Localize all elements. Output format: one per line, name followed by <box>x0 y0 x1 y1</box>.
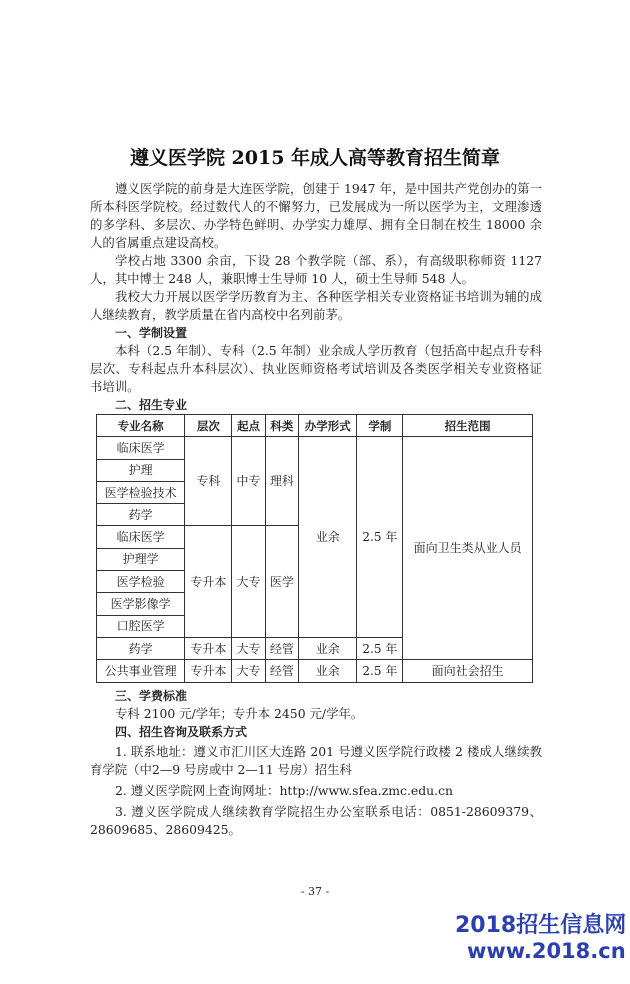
category-cell: 理科 <box>265 437 298 526</box>
start-cell: 大专 <box>232 660 265 682</box>
level-cell: 专升本 <box>185 526 232 637</box>
major-cell: 护理学 <box>97 548 185 570</box>
major-cell: 公共事业管理 <box>97 660 185 682</box>
contact-phone: 3. 遵义医学院成人继续教育学院招生办公室联系电话：0851-28609379、28609685、28609425。 <box>90 803 542 837</box>
paragraph: 遵义医学院的前身是大连医学院，创建于 1947 年，是中国共产党创办的第一所本科医学院校。经过数代人的不懈努力，已发展成为一所以医学为主，文理渗透的多学科、多层次、办学特色鲜明、办学实力雄厚、拥有全日制在校生 18000 余人的省属重点建设高校。 <box>90 181 542 250</box>
major-cell: 临床医学 <box>97 526 185 548</box>
level-cell: 专升本 <box>185 660 232 682</box>
section-heading: 一、学制设置 <box>115 326 188 340</box>
major-cell: 护理 <box>97 459 185 481</box>
watermark-line2: www.2018.cn <box>467 938 626 963</box>
paragraph: 我校大力开展以医学学历教育为主、各种医学相关专业资格证书培训为辅的成人继续教育，教学质量在省内高校中名列前茅。 <box>90 289 542 322</box>
section-heading: 三、学费标准 <box>115 688 188 703</box>
intro <box>90 180 542 396</box>
header-cell: 起点 <box>232 415 265 437</box>
category-cell: 医学 <box>265 526 298 637</box>
document-page <box>90 0 627 984</box>
contact-website: 2. 遵义医学院网上查询网址：http://www.sfea.zmc.edu.cn <box>115 782 453 798</box>
form-cell: 业余 <box>298 660 357 682</box>
paragraph: 专科 2100 元/学年；专升本 2450 元/学年。 <box>115 705 364 721</box>
level-cell: 专升本 <box>185 637 232 659</box>
duration-cell: 2.5 年 <box>357 637 403 659</box>
watermark-logo <box>455 913 630 964</box>
major-cell: 医学检验技术 <box>97 481 185 503</box>
table-row <box>97 437 533 459</box>
section-heading: 二、招生专业 <box>115 398 188 412</box>
paragraph: 本科（2.5 年制）、专科（2.5 年制）业余成人学历教育（包括高中起点升专科层次、专科起点升本科层次）、执业医师资格考试培训及各类医学相关专业资格证书培训。 <box>90 343 542 394</box>
section-heading: 四、招生咨询及联系方式 <box>115 724 248 739</box>
header-cell: 专业名称 <box>97 415 185 437</box>
category-cell: 经管 <box>265 637 298 659</box>
header-cell: 科类 <box>265 415 298 437</box>
watermark-line1: 2018招生信息网 <box>455 912 627 938</box>
duration-cell: 2.5 年 <box>357 660 403 682</box>
contact-address: 1. 联系地址：遵义市汇川区大连路 201 号遵义医学院行政楼 2 楼成人继续教育学院（中2—9 号房或中 2—11 号房）招生科 <box>90 743 542 777</box>
page-title: 遵义医学院 2015 年成人高等教育招生简章 <box>129 147 501 169</box>
scope-cell: 面向卫生类从业人员 <box>403 437 533 660</box>
header-cell: 办学形式 <box>298 415 357 437</box>
header-cell: 学制 <box>357 415 403 437</box>
start-cell: 中专 <box>232 437 265 526</box>
major-cell: 医学影像学 <box>97 593 185 615</box>
duration-cell: 2.5 年 <box>357 437 403 638</box>
level-cell: 专科 <box>185 437 232 526</box>
paragraph: 学校占地 3300 余亩，下设 28 个教学院（部、系），有高级职称师资 1127 人，其中博士 248 人，兼职博士生导师 10 人，硕士生导师 548 人。 <box>90 253 542 286</box>
contact-section <box>90 687 542 839</box>
table-row <box>97 660 533 682</box>
major-cell: 口腔医学 <box>97 615 185 637</box>
header-cell: 招生范围 <box>403 415 533 437</box>
major-cell: 药学 <box>97 504 185 526</box>
scope-cell: 面向社会招生 <box>403 660 533 682</box>
form-cell: 业余 <box>298 437 357 638</box>
form-cell: 业余 <box>298 637 357 659</box>
major-cell: 医学检验 <box>97 571 185 593</box>
majors-table <box>96 414 533 683</box>
table-header <box>97 415 533 437</box>
category-cell: 经管 <box>265 660 298 682</box>
major-cell: 临床医学 <box>97 437 185 459</box>
major-cell: 药学 <box>97 637 185 659</box>
header-cell: 层次 <box>185 415 232 437</box>
start-cell: 大专 <box>232 526 265 637</box>
page-number: - 37 - <box>300 884 330 898</box>
start-cell: 大专 <box>232 637 265 659</box>
